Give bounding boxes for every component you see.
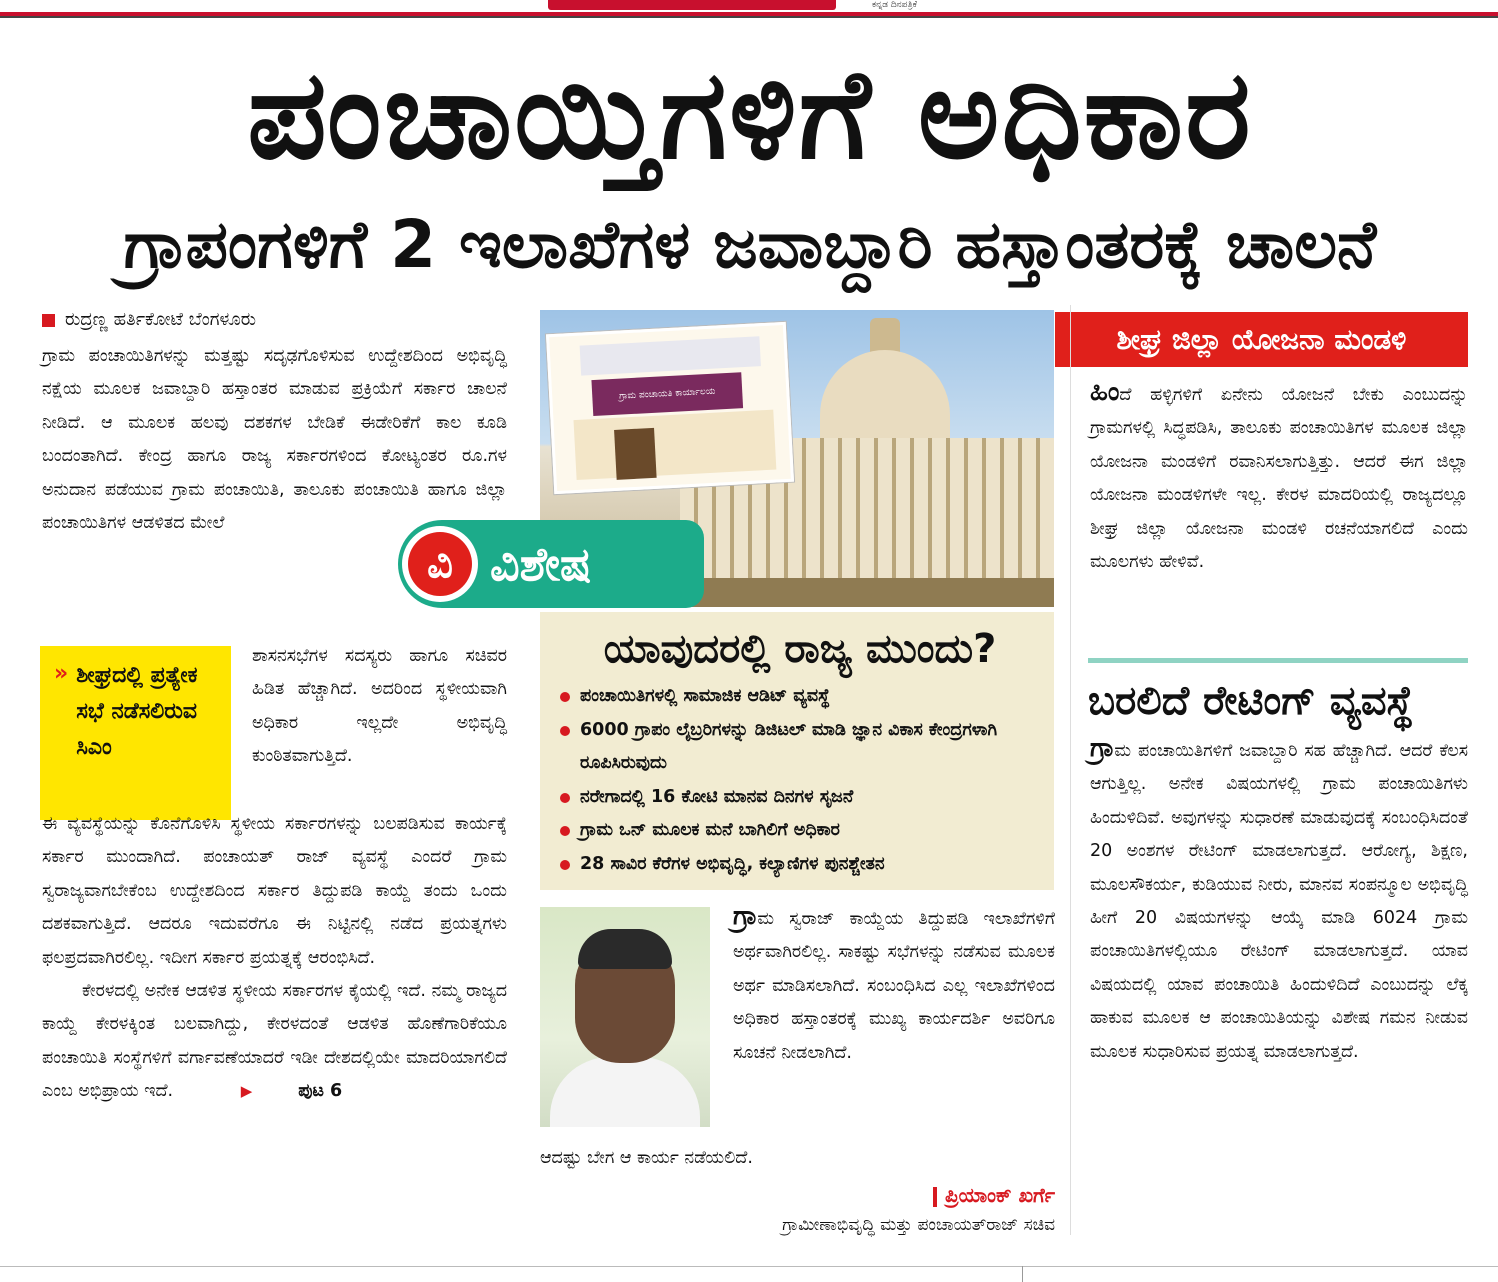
minister-portrait bbox=[540, 907, 710, 1127]
section-divider bbox=[1088, 658, 1468, 663]
column1-paragraph-1: ಈ ವ್ಯವಸ್ಥೆಯನ್ನು ಕೊನೆಗೊಳಿಸಿ ಸ್ಥಳೀಯ ಸರ್ಕಾರಗಳನ್ನು ಬಲಪಡಿಸುವ ಕಾರ್ಯಕ್ಕೆ ಸರ್ಕಾರ ಮುಂದಾಗಿದೆ. ಪಂಚಾಯತ್ ರಾಜ್ ವ್ಯವಸ್ಥೆ ಎಂದರೆ ಗ್ರಾಮ ಸ್ವರಾಜ್ಯವಾಗಬೇಕೆಂಬ ಉದ್ದೇಶದಿಂದ ಸರ್ಕಾರ ತಿದ್ದುಪಡಿ ಕಾಯ್ದೆ ತಂದು ಒಂದು ದಶಕವಾಗುತ್ತಿದೆ. ಆದರೂ ಇದುವರೆಗೂ ಈ ನಿಟ್ಟಿನಲ್ಲಿ ನಡೆದ ಪ್ರಯತ್ನಗಳು ಫಲಪ್ರದವಾಗಿರಲಿಲ್ಲ. ಇದೀಗ ಸರ್ಕಾರ ಪ್ರಯತ್ನಕ್ಕೆ ಆರಂಭಿಸಿದೆ. bbox=[42, 814, 507, 968]
column1-right-text: ಶಾಸನಸಭೆಗಳ ಸದಸ್ಯರು ಹಾಗೂ ಸಚಿವರ ಹಿಡಿತ ಹೆಚ್ಚಾಗಿದೆ. ಅದರಿಂದ ಸ್ಥಳೀಯವಾಗಿ ಅಧಿಕಾರ ಇಲ್ಲದೇ ಅಭಿವೃದ್ಧಿ ಕುಂಠಿತವಾಗುತ್ತಿದೆ. bbox=[252, 646, 507, 767]
play-circle-icon: ▶ bbox=[240, 1082, 253, 1101]
masthead-tagline: ಕನ್ನಡ ದಿನಪತ್ರಿಕೆ bbox=[872, 0, 918, 10]
quote-tail: ಆದಷ್ಟು ಬೇಗ ಆ ಕಾರ್ಯ ನಡೆಯಲಿದೆ. bbox=[540, 1148, 753, 1168]
inset-roof bbox=[580, 336, 761, 375]
pullquote-text: ಶೀಘ್ರದಲ್ಲಿ ಪ್ರತ್ಯೇಕ ಸಭೆ ನಡೆಸಲಿರುವ ಸಿಎಂ bbox=[76, 663, 198, 760]
signature-bar bbox=[933, 1187, 937, 1207]
inset-wall bbox=[573, 410, 776, 480]
infobox bbox=[540, 612, 1054, 890]
quote-dropcap: ಗ್ರಾ bbox=[733, 901, 758, 931]
rating-heading: ಬರಲಿದೆ ರೇಟಿಂಗ್ ವ್ಯವಸ್ಥೆ bbox=[1088, 678, 1414, 724]
panchayat-office-inset-photo bbox=[546, 322, 794, 494]
column3-text-2: ಮ ಪಂಚಾಯಿತಿಗಳಿಗೆ ಜವಾಬ್ದಾರಿ ಸಹ ಹೆಚ್ಚಾಗಿದೆ. ಆದರೆ ಕೆಲಸ ಆಗುತ್ತಿಲ್ಲ. ಅನೇಕ ವಿಷಯಗಳಲ್ಲಿ ಗ್ರಾಮ ಪಂಚಾಯಿತಿಗಳು ಹಿಂದುಳಿದಿವೆ. ಅವುಗಳನ್ನು ಸುಧಾರಣೆ ಮಾಡುವುದಕ್ಕೆ ಸಂಬಂಧಿಸಿದಂತೆ 20 ಅಂಶಗಳ ರೇಟಿಂಗ್ ಮಾಡಲಾಗುತ್ತದೆ. ಆರೋಗ್ಯ, ಶಿಕ್ಷಣ, ಮೂಲಸೌಕರ್ಯ, ಕುಡಿಯುವ ನೀರು, ಮಾನವ ಸಂಪನ್ಮೂಲ ಅಭಿವೃದ್ಧಿ ಹೀಗೆ 20 ವಿಷಯಗಳನ್ನು ಆಯ್ಕೆ ಮಾಡಿ 6024 ಗ್ರಾಮ ಪಂಚಾಯಿತಿಗಳಲ್ಲಿಯೂ ರೇಟಿಂಗ್ ಮಾಡಲಾಗುತ್ತದೆ. ಯಾವ ವಿಷಯದಲ್ಲಿ ಯಾವ ಪಂಚಾಯಿತಿ ಹಿಂದುಳಿದಿದೆ ಎಂಬುದನ್ನು ಲೆಕ್ಕ ಹಾಕುವ ಮೂಲಕ ಆ ಪಂಚಾಯಿತಿಯನ್ನು ವಿಶೇಷ ಗಮನ ನೀಡುವ ಮೂಲಕ ಸುಧಾರಿಸುವ ಪ್ರಯತ್ನ ಮಾಡಲಾಗುತ್ತದೆ. bbox=[1090, 741, 1468, 1062]
continued-page: ಪುಟ 6 bbox=[298, 1081, 343, 1102]
author-name: ಪ್ರಿಯಾಂಕ್ ಖರ್ಗೆ bbox=[944, 1183, 1055, 1207]
list-item: 28 ಸಾವಿರ ಕೆರೆಗಳ ಅಭಿವೃದ್ಧಿ, ಕಲ್ಯಾಣಿಗಳ ಪುನಶ್ಚೇತನ bbox=[560, 848, 1040, 882]
top-rule-dark bbox=[0, 16, 1498, 18]
list-item: ಗ್ರಾಮ ಒನ್ ಮೂಲಕ ಮನೆ ಬಾಗಿಲಿಗೆ ಅಧಿಕಾರ bbox=[560, 814, 1040, 848]
column1-bottom bbox=[42, 808, 507, 1109]
column3-dropcap-2: ಗ್ರಾ bbox=[1090, 733, 1115, 763]
column1-paragraph-2 bbox=[42, 975, 507, 1109]
inset-door bbox=[614, 428, 657, 480]
infobox-title: ಯಾವುದರಲ್ಲಿ ರಾಜ್ಯ ಮುಂದು? bbox=[603, 626, 997, 672]
badge-letter: ವಿ bbox=[408, 532, 472, 596]
vishesha-badge bbox=[398, 520, 704, 608]
quote-author bbox=[540, 1178, 1055, 1212]
portrait-hair bbox=[578, 929, 672, 969]
list-item: ಪಂಚಾಯಿತಿಗಳಲ್ಲಿ ಸಾಮಾಜಿಕ ಆಡಿಟ್ ವ್ಯವಸ್ಥೆ bbox=[560, 680, 1040, 714]
byline bbox=[42, 305, 256, 335]
column3-paragraph-1 bbox=[1090, 376, 1468, 579]
headline: ಪಂಚಾಯ್ತಿಗಳಿಗೆ ಅಧಿಕಾರ bbox=[247, 43, 1253, 187]
pullquote-arrow-icon: » bbox=[54, 661, 69, 686]
badge-label: ವಿಶೇಷ bbox=[490, 537, 592, 591]
infobox-list bbox=[560, 680, 1040, 881]
byline-square-icon bbox=[42, 314, 55, 327]
masthead-logo bbox=[548, 0, 836, 10]
subheadline: ಗ್ರಾಪಂಗಳಿಗೆ 2 ಇಲಾಖೆಗಳ ಜವಾಬ್ದಾರಿ ಹಸ್ತಾಂತರಕ್ಕೆ ಚಾಲನೆ bbox=[123, 206, 1377, 283]
column3-paragraph-2 bbox=[1090, 732, 1468, 1069]
continued-reference[interactable] bbox=[201, 1075, 343, 1108]
byline-text: ರುದ್ರಣ್ಣ ಹರ್ತಿಕೋಟೆ ಬೆಂಗಳೂರು bbox=[65, 309, 256, 330]
column3-dropcap-1: ಹಿಂ bbox=[1090, 377, 1120, 407]
list-item: 6000 ಗ್ರಾಪಂ ಲೈಬ್ರರಿಗಳನ್ನು ಡಿಜಿಟಲ್ ಮಾಡಿ ಜ್ಞಾನ ವಿಕಾಸ ಕೇಂದ್ರಗಳಾಗಿ ರೂಪಿಸಿರುವುದು bbox=[560, 714, 1040, 781]
footer-tick bbox=[1022, 1266, 1023, 1282]
column3-text-1: ದೆ ಹಳ್ಳಿಗಳಿಗೆ ಏನೇನು ಯೋಜನೆ ಬೇಕು ಎಂಬುದನ್ನು ಗ್ರಾಮಗಳಲ್ಲಿ ಸಿದ್ಧಪಡಿಸಿ, ತಾಲೂಕು ಪಂಚಾಯಿತಿಗಳ ಮೂಲಕ ಜಿಲ್ಲಾ ಯೋಜನಾ ಮಂಡಳಿಗೆ ರವಾನಿಸಲಾಗುತ್ತಿತ್ತು. ಆದರೆ ಈಗ ಜಿಲ್ಲಾ ಯೋಜನಾ ಮಂಡಳಿಗಳೇ ಇಲ್ಲ. ಕೇರಳ ಮಾದರಿಯಲ್ಲಿ ರಾಜ್ಯದಲ್ಲೂ ಶೀಘ್ರ ಜಿಲ್ಲಾ ಯೋಜನಾ ಮಂಡಳಿ ರಚನೆಯಾಗಲಿದೆ ಎಂದು ಮೂಲಗಳು ಹೇಳಿವೆ. bbox=[1090, 385, 1468, 573]
dome bbox=[820, 350, 950, 440]
badge-circle bbox=[402, 526, 478, 602]
district-planning-banner: ಶೀಘ್ರ ಜಿಲ್ಲಾ ಯೋಜನಾ ಮಂಡಳಿ bbox=[1055, 312, 1468, 367]
list-item: ನರೇಗಾದಲ್ಲಿ 16 ಕೋಟಿ ಮಾನವ ದಿನಗಳ ಸೃಜನೆ bbox=[560, 781, 1040, 815]
pullquote-box bbox=[40, 646, 231, 820]
author-designation: ಗ್ರಾಮೀಣಾಭಿವೃದ್ಧಿ ಮತ್ತು ಪಂಚಾಯತ್‌ರಾಜ್ ಸಚಿವ bbox=[782, 1215, 1055, 1235]
quote-text: ಮ ಸ್ವರಾಜ್ ಕಾಯ್ದೆಯ ತಿದ್ದುಪಡಿ ಇಲಾಖೆಗಳಿಗೆ ಅರ್ಥವಾಗಿರಲಿಲ್ಲ. ಸಾಕಷ್ಟು ಸಭೆಗಳನ್ನು ನಡೆಸುವ ಮೂಲಕ ಅರ್ಥ ಮಾಡಿಸಲಾಗಿದೆ. ಸಂಬಂಧಿಸಿದ ಎಲ್ಲ ಇಲಾಖೆಗಳಿಂದ ಅಧಿಕಾರ ಹಸ್ತಾಂತರಕ್ಕೆ ಮುಖ್ಯ ಕಾರ್ಯದರ್ಶಿ ಅವರಿಗೂ ಸೂಚನೆ ನೀಡಲಾಗಿದೆ. bbox=[733, 909, 1055, 1063]
portrait-shirt bbox=[550, 1057, 700, 1127]
inset-signboard: ಗ್ರಾಮ ಪಂಚಾಯತಿ ಕಾರ್ಯಾಲಯ bbox=[591, 372, 743, 416]
column-divider bbox=[1070, 305, 1071, 1235]
column1-top-text: ಗ್ರಾಮ ಪಂಚಾಯಿತಿಗಳನ್ನು ಮತ್ತಷ್ಟು ಸದೃಢಗೊಳಿಸುವ ಉದ್ದೇಶದಿಂದ ಅಭಿವೃದ್ಧಿ ನಕ್ಷೆಯ ಮೂಲಕ ಜವಾಬ್ದಾರಿ ಹಸ್ತಾಂತರ ಮಾಡುವ ಪ್ರಕ್ರಿಯೆಗೆ ಸರ್ಕಾರ ಚಾಲನೆ ನೀಡಿದೆ. ಆ ಮೂಲಕ ಹಲವು ದಶಕಗಳ ಬೇಡಿಕೆ ಈಡೇರಿಕೆಗೆ ಕಾಲ ಕೂಡಿ ಬಂದಂತಾಗಿದೆ. ಕೇಂದ್ರ ಹಾಗೂ ರಾಜ್ಯ ಸರ್ಕಾರಗಳಿಂದ ಕೋಟ್ಯಂತರ ರೂ.ಗಳ ಅನುದಾನ ಪಡೆಯುವ ಗ್ರಾಮ ಪಂಚಾಯಿತಿ, ತಾಲೂಕು ಪಂಚಾಯಿತಿ ಹಾಗೂ ಜಿಲ್ಲಾ ಪಂಚಾಯಿತಿಗಳ ಆಡಳಿತದ ಮೇಲೆ bbox=[42, 346, 507, 534]
footer-rule bbox=[0, 1266, 1498, 1267]
minister-quote bbox=[733, 900, 1055, 1070]
column1-paragraph-2-text: ಕೇರಳದಲ್ಲಿ ಅನೇಕ ಆಡಳಿತ ಸ್ಥಳೀಯ ಸರ್ಕಾರಗಳ ಕೈಯಲ್ಲಿ ಇದೆ. ನಮ್ಮ ರಾಜ್ಯದ ಕಾಯ್ದೆ ಕೇರಳಕ್ಕಿಂತ ಬಲವಾಗಿದ್ದು, ಕೇರಳದಂತೆ ಆಡಳಿತ ಹೊಣೆಗಾರಿಕೆಯೂ ಪಂಚಾಯಿತಿ ಸಂಸ್ಥೆಗಳಿಗೆ ವರ್ಗಾವಣೆಯಾದರೆ ಇಡೀ ದೇಶದಲ್ಲಿಯೇ ಮಾದರಿಯಾಗಲಿದೆ ಎಂಬ ಅಭಿಪ್ರಾಯ ಇದೆ. bbox=[42, 981, 507, 1102]
